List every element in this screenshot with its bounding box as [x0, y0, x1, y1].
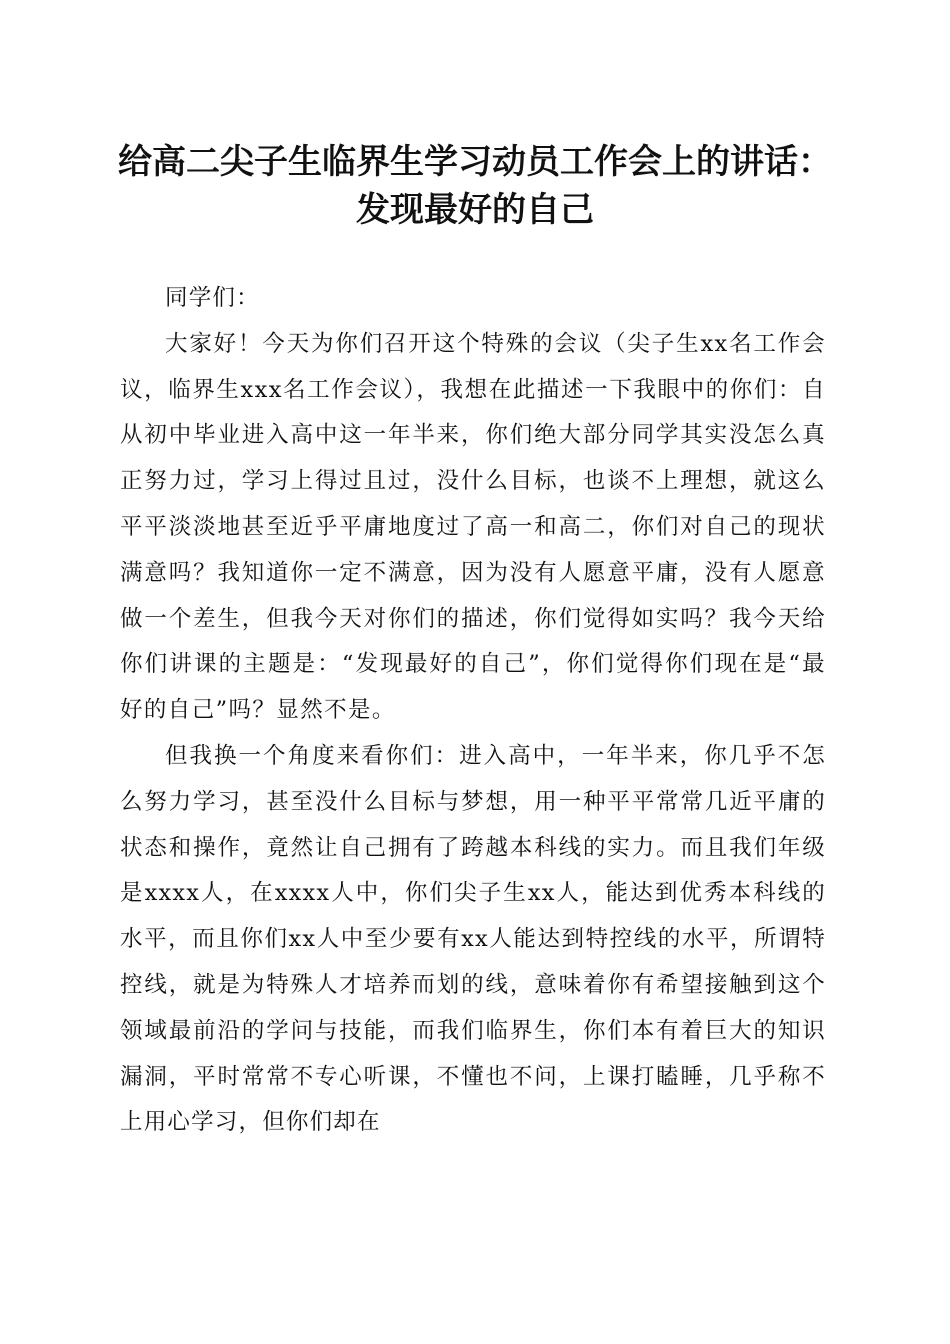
- document-body: [120, 276, 826, 1146]
- title-line-2: 发现最好的自己: [356, 190, 594, 230]
- title-line-1: 给高二尖子生临界生学习动员工作会上的讲话：: [118, 142, 832, 182]
- document-title: [100, 138, 850, 234]
- salutation: 同学们：: [165, 285, 260, 311]
- paragraph-2: 但我换一个角度来看你们：进入高中，一年半来，你几乎不怎么努力学习，甚至没什么目标与梦想，用一种平平常常几近平庸的状态和操作，竟然让自己拥有了跨越本科线的实力。而且我们年级是xxxx人，在xxxx人中，你们尖子生xx人，能达到优秀本科线的水平，而且你们xx人中至少要有xx人能达到特控线的水平，所谓特控线，就是为特殊人才培养而划的线，意味着你有希望接触到这个领域最前沿的学问与技能，而我们临界生，你们本有着巨大的知识漏洞，平时常常不专心听课，不懂也不问，上课打瞌睡，几乎称不上用心学习，但你们却在: [120, 742, 826, 1136]
- paragraph-1: 大家好！今天为你们召开这个特殊的会议（尖子生xx名工作会议，临界生xxx名工作会议），我想在此描述一下我眼中的你们：自从初中毕业进入高中这一年半来，你们绝大部分同学其实没怎么真正努力过，学习上得过且过，没什么目标，也谈不上理想，就这么平平淡淡地甚至近乎平庸地度过了高一和高二，你们对自己的现状满意吗？我知道你一定不满意，因为没有人愿意平庸，没有人愿意做一个差生，但我今天对你们的描述，你们觉得如实吗？我今天给你们讲课的主题是：“发现最好的自己”，你们觉得你们现在是“最好的自己”吗？显然不是。: [120, 330, 826, 724]
